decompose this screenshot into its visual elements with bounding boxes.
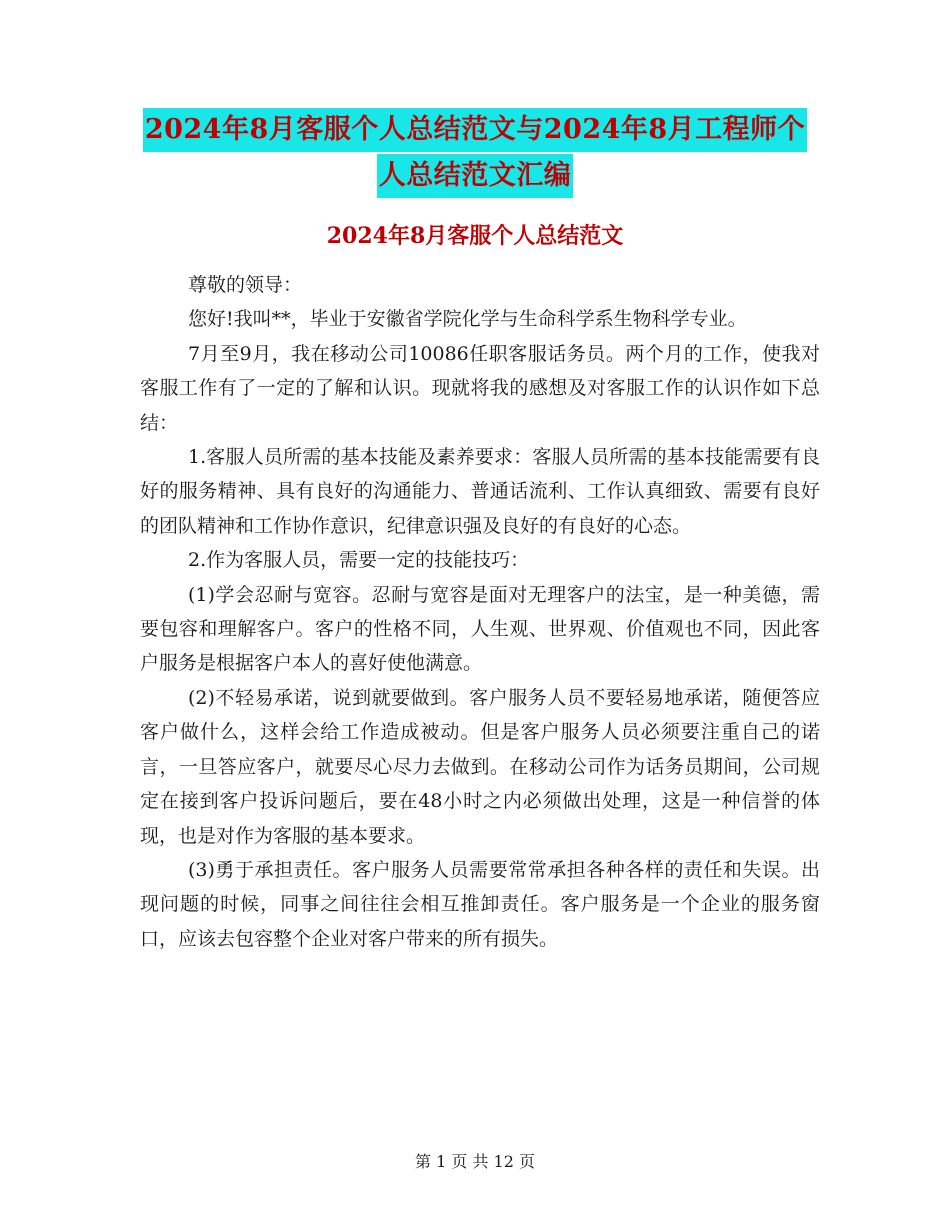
paragraph-greeting: 您好!我叫**，毕业于安徽省学院化学与生命科学系生物科学专业。 — [188, 308, 747, 331]
page-footer: 第 1 页 共 12 页 — [415, 1152, 535, 1171]
title-line-2: 人总结范文汇编 — [377, 154, 574, 198]
paragraph-point-2: 2.作为客服人员，需要一定的技能技巧： — [188, 549, 530, 572]
paragraph-subpoint-2: (2)不轻易承诺，说到就要做到。客户服务人员不要轻易地承诺，随便答应客户做什么，这样会给工作造成被动。但是客户服务人员必须要注重自己的诺言，一旦答应客户，就要尽心尽力去做到。在移动公司作为话务员期间，公司规定在接到客户投诉问题后，要在48小时之内必须做出处理，这是一种信誉的体现，也是对作为客服的基本要求。 — [140, 686, 820, 847]
section-heading: 2024年8月客服个人总结范文 — [326, 223, 624, 249]
document-body — [140, 268, 820, 956]
paragraph-point-1: 1.客服人员所需的基本技能及素养要求：客服人员所需的基本技能需要有良好的服务精神、具有良好的沟通能力、普通话流利、工作认真细致、需要有良好的团队精神和工作协作意识，纪律意识强及良好的有良好的心态。 — [140, 446, 820, 537]
paragraph-subpoint-3: (3)勇于承担责任。客户服务人员需要常常承担各种各样的责任和失误。出现问题的时候，同事之间往往会相互推卸责任。客户服务是一个企业的服务窗口，应该去包容整个企业对客户带来的所有损失。 — [140, 858, 820, 950]
paragraph-intro: 7月至9月，我在移动公司10086任职客服话务员。两个月的工作，使我对客服工作有了一定的了解和认识。现就将我的感想及对客服工作的认识作如下总结： — [140, 342, 820, 434]
title-line-1: 2024年8月客服个人总结范文与2024年8月工程师个 — [143, 108, 807, 152]
paragraph-subpoint-1: (1)学会忍耐与宽容。忍耐与宽容是面对无理客户的法宝，是一种美德，需要包容和理解客户。客户的性格不同，人生观、世界观、价值观也不同，因此客户服务是根据客户本人的喜好使他满意。 — [140, 583, 820, 675]
paragraph-salutation: 尊敬的领导： — [188, 274, 303, 296]
document-title — [0, 108, 950, 200]
